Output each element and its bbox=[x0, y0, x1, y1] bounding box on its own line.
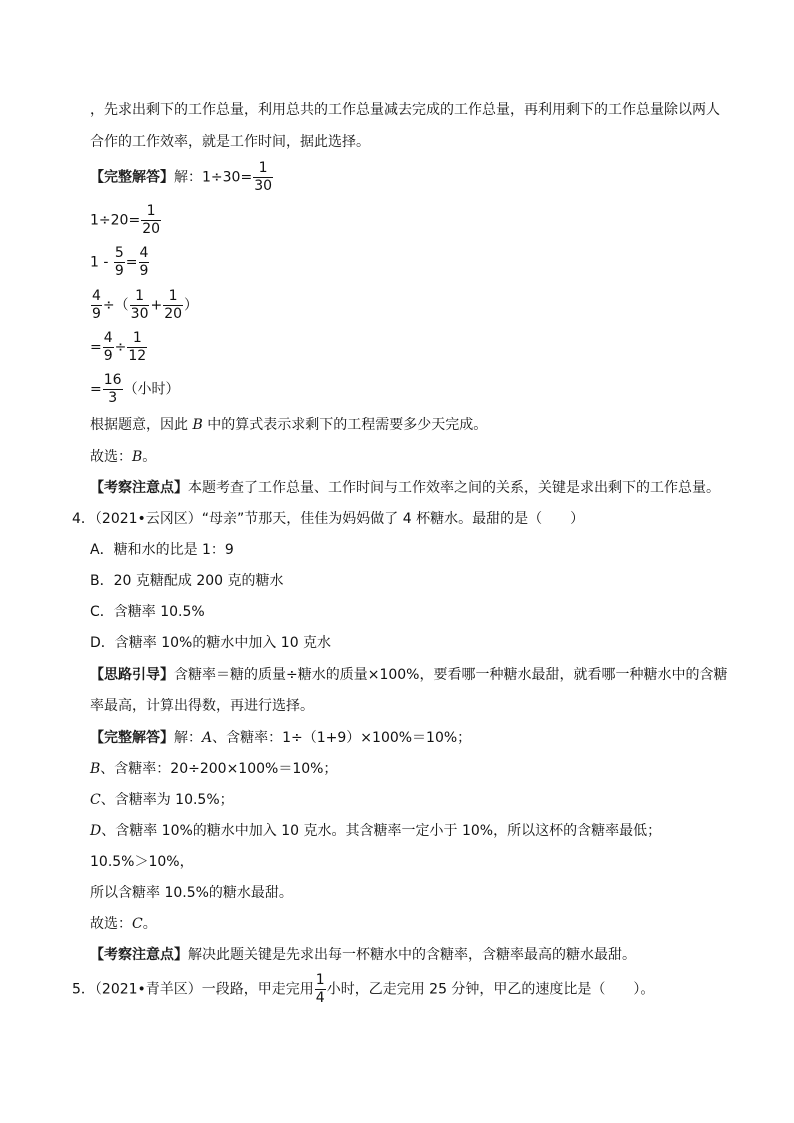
fraction: $\frac{1}{30}$ bbox=[254, 160, 273, 194]
q4-answer-b: B、含糖率：20÷200×100%＝10%； bbox=[90, 761, 338, 777]
fraction: $\frac{16}{3}$ bbox=[103, 372, 122, 406]
q4-hint-line-2: 率最高，计算出得数，再进行选择。 bbox=[90, 698, 314, 714]
q3-answer-intro: 解：1÷30= bbox=[174, 169, 253, 186]
q4-option-c: C．含糖率 10.5% bbox=[90, 604, 205, 620]
fraction: $\frac{1}{12}$ bbox=[128, 330, 147, 364]
q3-step-6: = $\frac{16}{3}$ （小时） bbox=[90, 372, 180, 406]
q4-note-tag: 【考察注意点】 bbox=[90, 947, 188, 963]
q3-note-tag: 【考察注意点】 bbox=[90, 480, 188, 496]
q4-stem: 4．（2021•云冈区）“母亲”节那天，佳佳为妈妈做了 4 杯糖水。最甜的是（ ） bbox=[72, 511, 585, 527]
fraction: $\frac{5}{9}$ bbox=[114, 245, 124, 279]
explanation-line-1: ，先求出剩下的工作总量，利用总共的工作总量减去完成的工作总量，再利用剩下的工作总量除以两人 bbox=[90, 102, 720, 118]
q4-option-a: A．糖和水的比是 1：9 bbox=[90, 542, 234, 558]
q4-option-b: B．20 克糖配成 200 克的糖水 bbox=[90, 573, 284, 589]
q3-step-3: 1 - $\frac{5}{9}$ = $\frac{4}{9}$ bbox=[90, 245, 149, 279]
q3-note: 【考察注意点】本题考查了工作总量、工作时间与工作效率之间的关系，关键是求出剩下的工作总量。 bbox=[90, 480, 720, 496]
q3-step-4: $\frac{4}{9}$ ÷（ $\frac{1}{30}$ + $\frac{1}{20}$ ） bbox=[92, 288, 199, 322]
q4-hint-tag: 【思路引导】 bbox=[90, 667, 174, 683]
fraction: $\frac{4}{9}$ bbox=[92, 288, 101, 322]
q3-step-2: 1÷20= $\frac{1}{20}$ bbox=[90, 203, 161, 237]
fraction: $\frac{1}{30}$ bbox=[130, 288, 149, 322]
fraction: $\frac{4}{9}$ bbox=[139, 245, 149, 279]
q4-choice: 故选：C。 bbox=[90, 916, 157, 932]
q3-answer-line bbox=[90, 160, 274, 195]
q3-step-5: = $\frac{4}{9}$ ÷ $\frac{1}{12}$ bbox=[90, 330, 147, 364]
q4-answer-d: D、含糖率 10%的糖水中加入 10 克水。其含糖率一定小于 10%，所以这杯的含糖率最低； bbox=[90, 823, 662, 839]
fraction: $\frac{1}{20}$ bbox=[164, 288, 183, 322]
q4-answer-a: 【完整解答】解：A、含糖率：1÷（1+9）×100%＝10%； bbox=[90, 730, 472, 746]
q3-answer-tag: 【完整解答】 bbox=[90, 169, 174, 186]
fraction: $\frac{4}{9}$ bbox=[103, 330, 113, 364]
q4-answer-tag: 【完整解答】 bbox=[90, 730, 174, 746]
fraction: $\frac{1}{4}$ bbox=[315, 972, 325, 1006]
q3-conclusion: 根据题意，因此 B 中的算式表示求剩下的工程需要多少天完成。 bbox=[90, 417, 488, 433]
q4-note: 【考察注意点】解决此题关键是先求出每一杯糖水中的含糖率，含糖率最高的糖水最甜。 bbox=[90, 947, 636, 963]
q5-stem: 5．（2021•青羊区）一段路，甲走完用 $\frac{1}{4}$ 小时，乙走完用 25 分钟，甲乙的速度比是（ ）。 bbox=[72, 972, 655, 1006]
q4-option-d: D．含糖率 10%的糖水中加入 10 克水 bbox=[90, 635, 332, 651]
q3-choice: 故选：B。 bbox=[90, 449, 157, 465]
q4-answer-c: C、含糖率为 10.5%； bbox=[90, 792, 234, 808]
q4-hint-line-1: 【思路引导】含糖率＝糖的质量÷糖水的质量×100%，要看哪一种糖水最甜，就看哪一种糖水中的含糖 bbox=[90, 667, 728, 683]
q4-compare: 10.5%＞10%， bbox=[90, 854, 194, 870]
explanation-line-2: 合作的工作效率，就是工作时间，据此选择。 bbox=[90, 134, 370, 150]
q4-result: 所以含糖率 10.5%的糖水最甜。 bbox=[90, 885, 293, 901]
fraction: $\frac{1}{20}$ bbox=[142, 203, 161, 237]
